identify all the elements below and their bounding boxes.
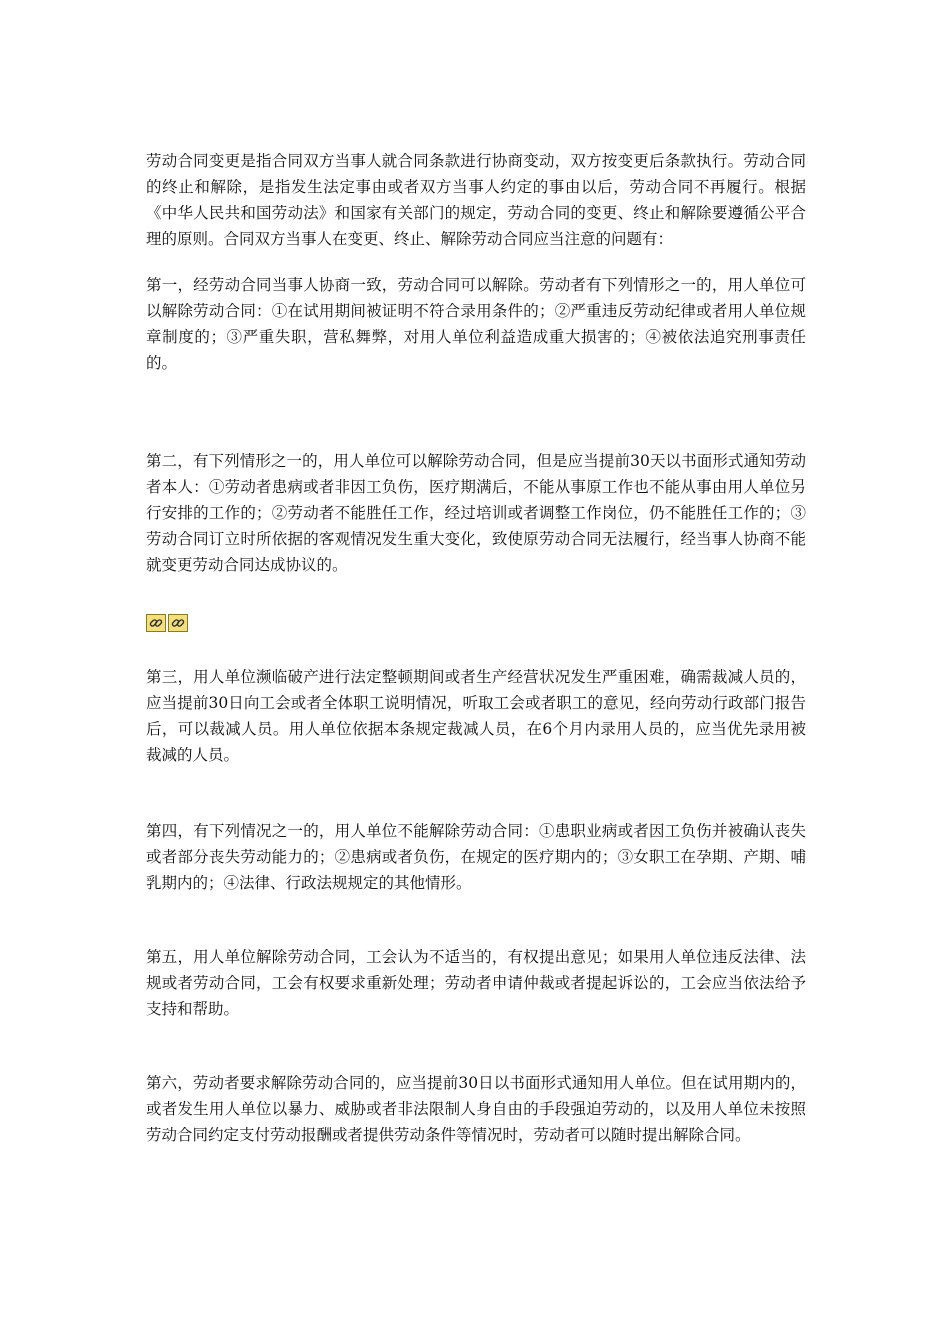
paragraph-clause-3: 第三，用人单位濒临破产进行法定整顿期间或者生产经营状况发生严重困难，确需裁减人员的，应当提前30日向工会或者全体职工说明情况，听取工会或者职工的意见，经向劳动行政部门报告后，可以裁减人员。用人单位依据本条规定裁减人员，在6个月内录用人员的，应当优先录用被裁减的人员。	[146, 668, 806, 764]
paragraph-clause-6: 第六，劳动者要求解除劳动合同的，应当提前30日以书面形式通知用人单位。但在试用期内的，或者发生用人单位以暴力、威胁或者非法限制人身自由的手段强迫劳动的，以及用人单位未按照劳动合同约定支付劳动报酬或者提供劳动条件等情况时，劳动者可以随时提出解除合同。	[146, 1074, 806, 1144]
paragraph-clause-5: 第五，用人单位解除劳动合同，工会认为不适当的，有权提出意见；如果用人单位违反法律、法规或者劳动合同，工会有权要求重新处理；劳动者申请仲裁或者提起诉讼的，工会应当依法给予支持和帮助。	[146, 948, 806, 1018]
link-icon-strip	[146, 614, 188, 632]
paragraph-intro: 劳动合同变更是指合同双方当事人就合同条款进行协商变动，双方按变更后条款执行。劳动合同的终止和解除，是指发生法定事由或者双方当事人约定的事由以后，劳动合同不再履行。根据《中华人民共和国劳动法》和国家有关部门的规定，劳动合同的变更、终止和解除要遵循公平合理的原则。合同双方当事人在变更、终止、解除劳动合同应当注意的问题有：	[146, 152, 806, 248]
link-icon[interactable]	[146, 614, 166, 632]
paragraph-clause-1: 第一，经劳动合同当事人协商一致，劳动合同可以解除。劳动者有下列情形之一的，用人单位可以解除劳动合同：①在试用期间被证明不符合录用条件的；②严重违反劳动纪律或者用人单位规章制度的；③严重失职，营私舞弊，对用人单位利益造成重大损害的；④被依法追究刑事责任的。	[146, 276, 806, 372]
paragraph-clause-4: 第四，有下列情况之一的，用人单位不能解除劳动合同：①患职业病或者因工负伤并被确认丧失或者部分丧失劳动能力的；②患病或者负伤，在规定的医疗期内的；③女职工在孕期、产期、哺乳期内的；④法律、行政法规规定的其他情形。	[146, 822, 806, 892]
paragraph-clause-2: 第二，有下列情形之一的，用人单位可以解除劳动合同，但是应当提前30天以书面形式通知劳动者本人：①劳动者患病或者非因工负伤，医疗期满后，不能从事原工作也不能从事由用人单位另行安排的工作的；②劳动者不能胜任工作，经过培训或者调整工作岗位，仍不能胜任工作的；③劳动合同订立时所依据的客观情况发生重大变化，致使原劳动合同无法履行，经当事人协商不能就变更劳动合同达成协议的。	[146, 452, 806, 574]
link-icon[interactable]	[168, 614, 188, 632]
